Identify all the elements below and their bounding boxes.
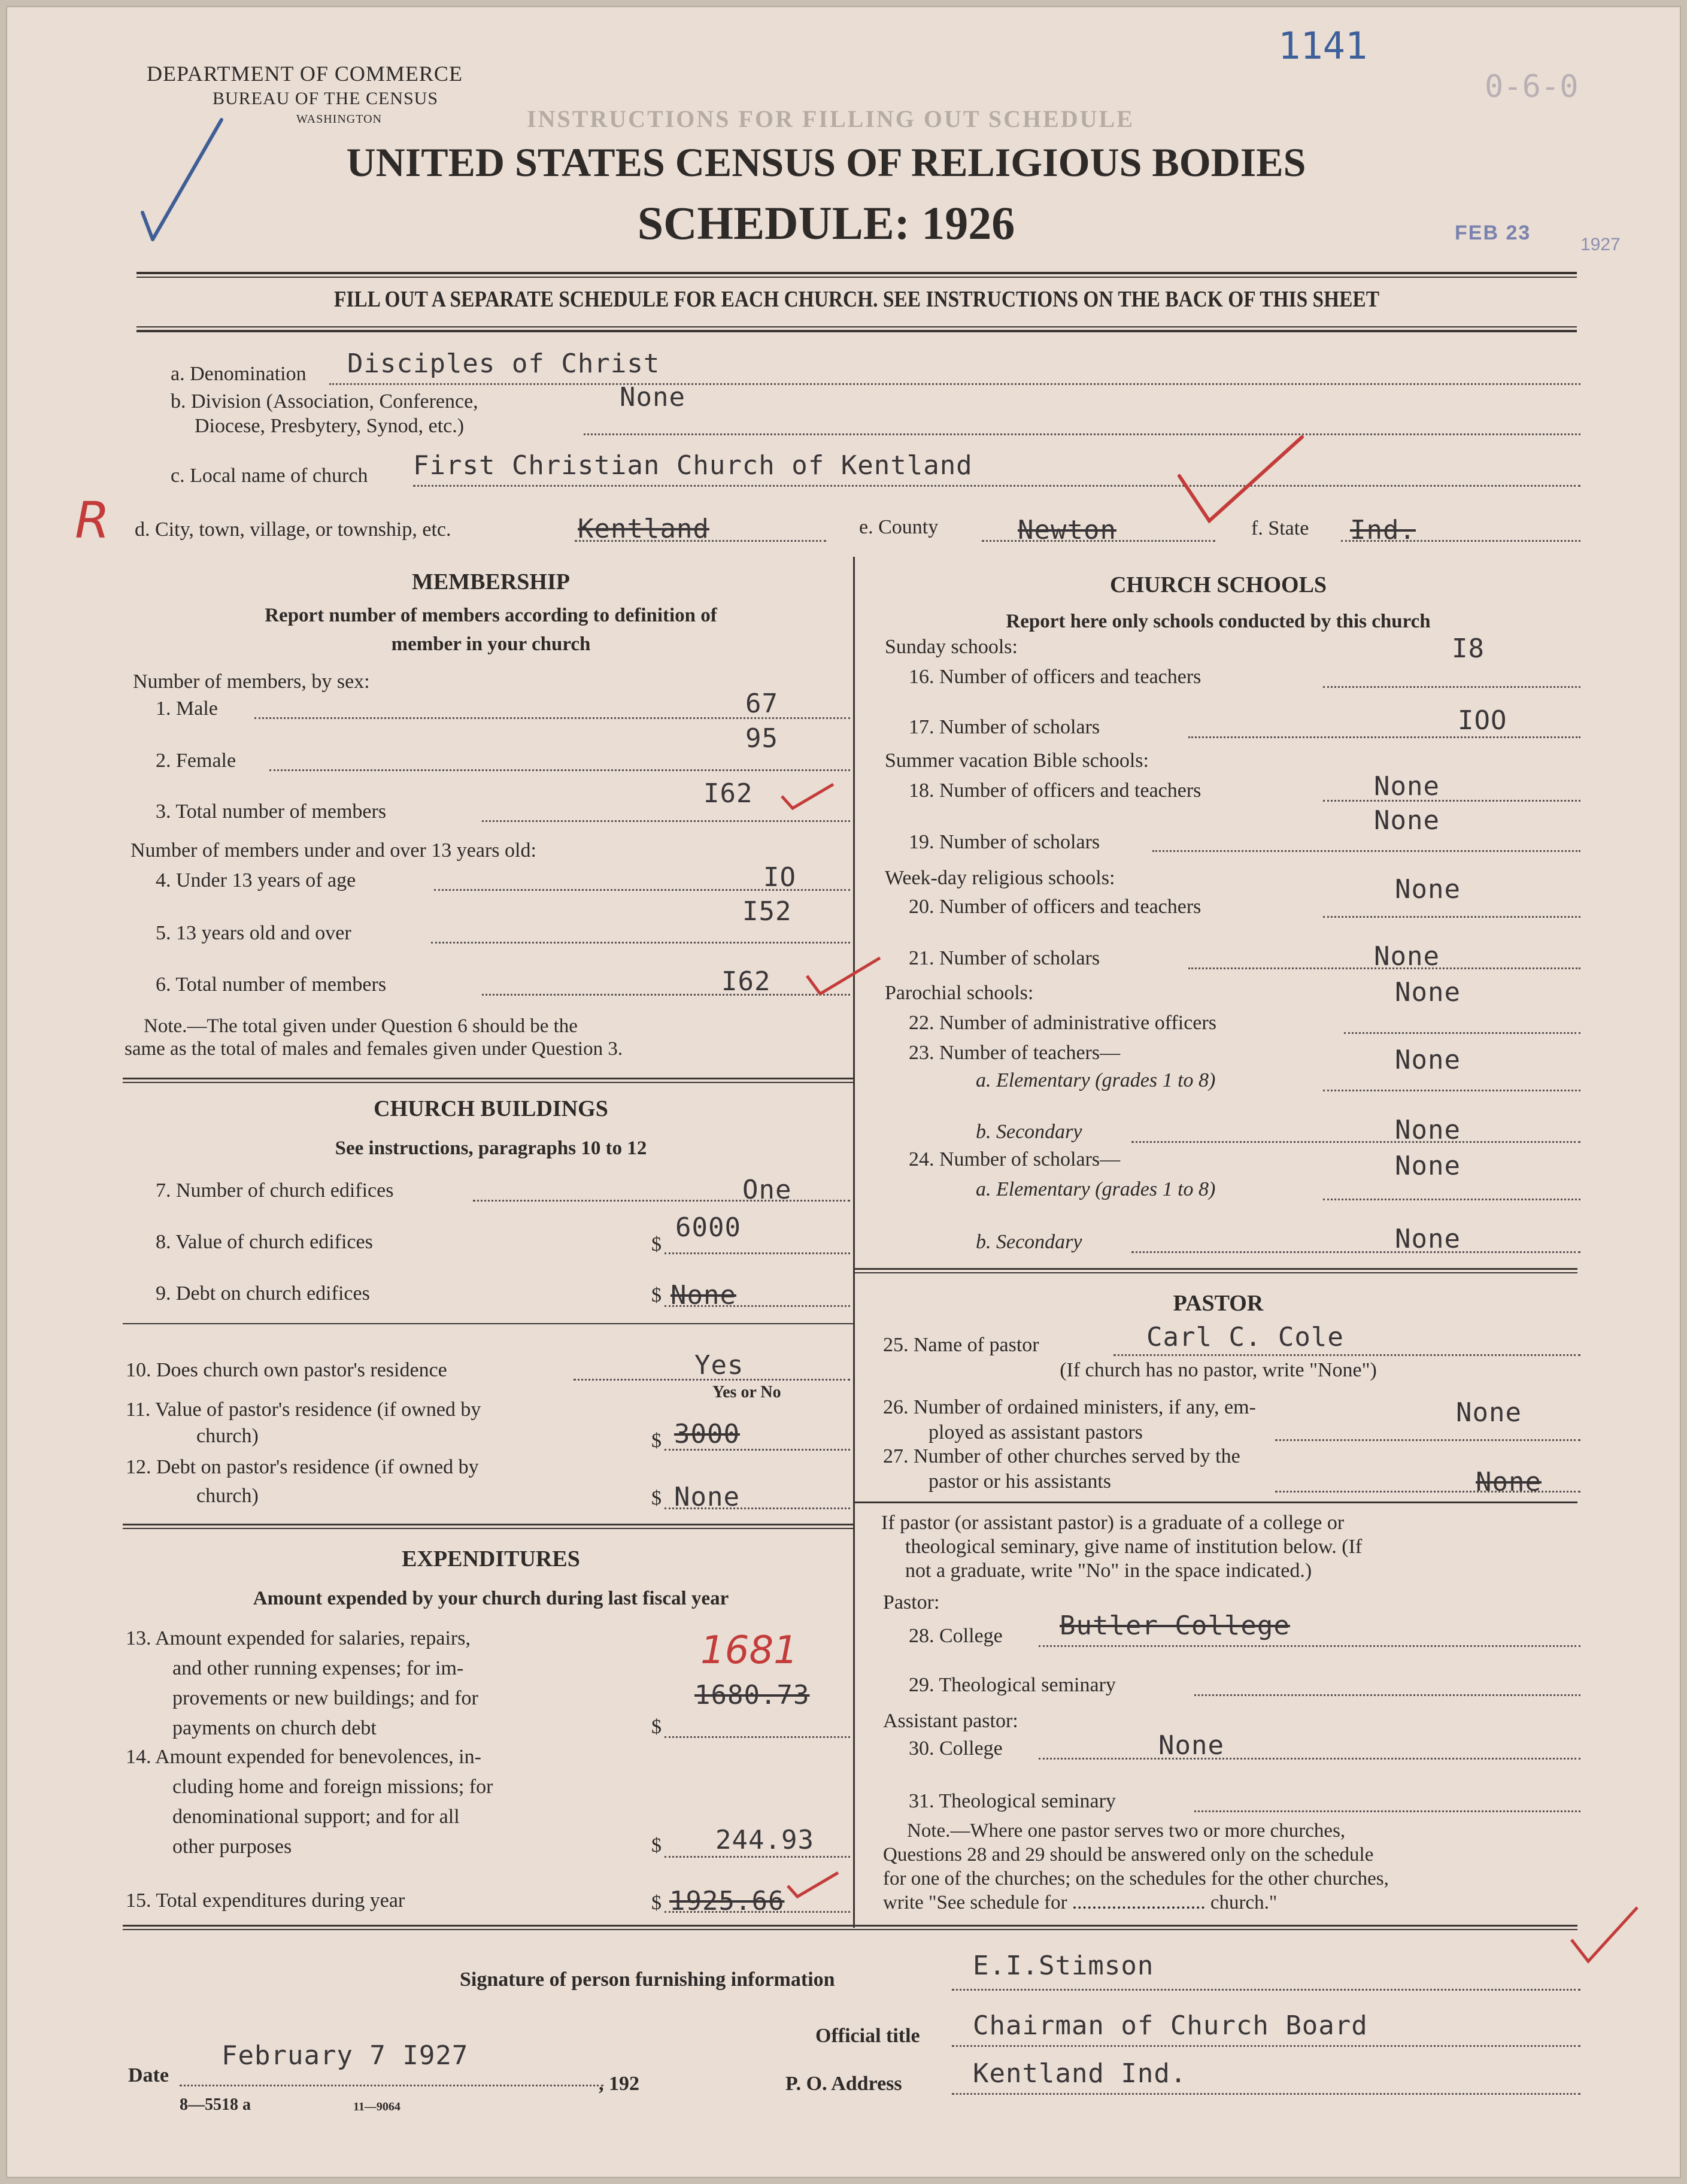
header-rule-top: [136, 272, 1577, 274]
q28-line: [1039, 1645, 1580, 1647]
q13-line-2: and other running expenses; for im-: [172, 1657, 464, 1679]
q3-check-mark-icon: [778, 779, 838, 815]
buildings-title: CHURCH BUILDINGS: [374, 1096, 608, 1121]
q7-value: One: [742, 1175, 792, 1205]
q14-line: [665, 1856, 850, 1858]
q30-value: None: [1158, 1730, 1224, 1761]
print-number: 11—9064: [353, 2100, 400, 2113]
q14-line-4: other purposes: [172, 1836, 292, 1858]
q24-label: 24. Number of scholars—: [909, 1148, 1121, 1170]
q20-value: None: [1395, 874, 1461, 905]
signature-line: [952, 1989, 1580, 1991]
q5-label: 5. 13 years old and over: [156, 922, 351, 944]
schools-rule-thin: [855, 1272, 1577, 1273]
q24b-label: b. Secondary: [976, 1231, 1082, 1253]
q2-line: [269, 769, 850, 771]
received-date-stamp-year: 1927: [1580, 235, 1621, 254]
membership-title: MEMBERSHIP: [412, 569, 570, 594]
q12-label: 12. Debt on pastor's residence (if owned by: [126, 1456, 479, 1478]
q14-label: [126, 1742, 493, 1862]
signature-check-mark-icon: [1565, 1904, 1643, 1970]
q3-value: I62: [703, 778, 753, 809]
q25-line: [1113, 1354, 1580, 1356]
q30-line: [1039, 1758, 1580, 1760]
q23a-label: a. Elementary (grades 1 to 8): [976, 1069, 1216, 1091]
q16-label: 16. Number of officers and teachers: [909, 666, 1201, 688]
q2-value: 95: [745, 723, 778, 754]
q12-dollar: $: [651, 1487, 662, 1509]
sunday-schools-label: Sunday schools:: [885, 636, 1018, 658]
form-number: 8—5518 a: [180, 2095, 251, 2114]
q13-line-1: 13. Amount expended for salaries, repairs,: [126, 1627, 471, 1649]
q29-label: 29. Theological seminary: [909, 1674, 1116, 1696]
graduate-instructions: [881, 1511, 1362, 1583]
form-title: UNITED STATES CENSUS OF RELIGIOUS BODIES: [346, 139, 1306, 185]
q8-value: 6000: [675, 1212, 741, 1243]
pastor-subhead: Pastor:: [883, 1591, 940, 1613]
q15-dollar: $: [651, 1892, 662, 1914]
q16-value: I8: [1452, 633, 1485, 664]
q7-line: [473, 1200, 850, 1202]
church-name-label: c. Local name of church: [171, 465, 368, 487]
q23-label: 23. Number of teachers—: [909, 1042, 1121, 1064]
q9-value: None: [670, 1280, 736, 1311]
q3-line: [482, 820, 850, 822]
q8-dollar: $: [651, 1233, 662, 1255]
q24b-line: [1131, 1251, 1580, 1253]
q26-line: [1275, 1439, 1580, 1441]
pastor-note-line-4: write "See schedule for ........................... church.": [883, 1892, 1278, 1913]
q11-label-2: church): [196, 1425, 259, 1447]
schools-intro: Report here only schools conducted by this church: [1006, 611, 1431, 632]
summer-schools-label: Summer vacation Bible schools:: [885, 750, 1149, 772]
q6-value: I62: [721, 966, 771, 997]
q5-line: [431, 942, 850, 944]
q20-line: [1323, 916, 1580, 918]
q22-value: None: [1395, 977, 1461, 1008]
state-label: f. State: [1251, 517, 1309, 539]
q19-label: 19. Number of scholars: [909, 831, 1100, 853]
q24a-value: None: [1395, 1151, 1461, 1181]
department-name: DEPARTMENT OF COMMERCE: [147, 62, 463, 86]
date-line: [180, 2085, 603, 2086]
q23b-value: None: [1395, 1115, 1461, 1145]
q28-value: Butler College: [1060, 1610, 1290, 1641]
official-title-label: Official title: [815, 2025, 920, 2047]
serial-number: 1141: [1278, 24, 1368, 68]
q27-line-1: 27. Number of other churches served by the: [883, 1445, 1240, 1467]
bleed-through-text: INSTRUCTIONS FOR FILLING OUT SCHEDULE: [527, 105, 1134, 132]
q14-line-2: cluding home and foreign missions; for: [172, 1776, 493, 1798]
division-value: None: [620, 382, 685, 412]
q13-value: 1680.73: [694, 1680, 810, 1710]
q22-line: [1344, 1032, 1580, 1034]
q15-value: 1925.66: [669, 1886, 785, 1916]
pastor-note-line-3: for one of the churches; on the schedules for the other churches,: [883, 1868, 1389, 1889]
check-mark-icon: [138, 108, 245, 251]
q31-line: [1194, 1810, 1580, 1812]
denomination-value: Disciples of Christ: [347, 348, 660, 379]
q13-line: [665, 1736, 850, 1738]
q6-line: [482, 994, 850, 996]
weekday-schools-label: Week-day religious schools:: [885, 867, 1115, 889]
received-date-stamp: FEB 23: [1455, 222, 1531, 244]
q25-value: Carl C. Cole: [1146, 1322, 1344, 1352]
buildings-rule-bottom-thin: [123, 1528, 854, 1529]
q13-label: [126, 1624, 478, 1743]
q28-label: 28. College: [909, 1625, 1003, 1647]
q23a-line: [1323, 1090, 1580, 1091]
q26-line-1: 26. Number of ordained ministers, if any, em-: [883, 1396, 1256, 1418]
column-divider: [853, 557, 855, 1928]
membership-intro: Report number of members according to definition of: [265, 605, 717, 626]
membership-rule-thin: [123, 1082, 854, 1083]
q16-line: [1323, 686, 1580, 688]
signature-label: Signature of person furnishing information: [460, 1968, 835, 1991]
q18-label: 18. Number of officers and teachers: [909, 779, 1201, 802]
q14-value: 244.93: [715, 1825, 814, 1855]
q17-label: 17. Number of scholars: [909, 716, 1100, 738]
division-label-2: Diocese, Presbytery, Synod, etc.): [195, 415, 465, 437]
bureau-city: WASHINGTON: [296, 113, 382, 126]
expenditures-intro: Amount expended by your church during last fiscal year: [253, 1588, 729, 1609]
q8-label: 8. Value of church edifices: [156, 1231, 373, 1253]
membership-intro-2: member in your church: [391, 633, 591, 655]
q18-value: None: [1374, 771, 1440, 802]
q15-check-mark-icon: [784, 1868, 844, 1904]
schools-rule: [855, 1268, 1577, 1270]
q13-line-3: provements or new buildings; and for: [172, 1687, 478, 1709]
po-address-line: [952, 2093, 1580, 2095]
q26-line-2: ployed as assistant pastors: [929, 1421, 1143, 1443]
q27-label: [883, 1444, 1240, 1494]
q4-value: IO: [763, 862, 796, 893]
form-code: 0-6-0: [1485, 69, 1579, 105]
q30-label: 30. College: [909, 1737, 1003, 1760]
q24a-line: [1323, 1199, 1580, 1200]
q27-line-2: pastor or his assistants: [929, 1470, 1112, 1493]
q11-value: 3000: [674, 1419, 740, 1449]
q14-line-3: denominational support; and for all: [172, 1806, 460, 1828]
q3-label: 3. Total number of members: [156, 800, 387, 823]
q2-label: 2. Female: [156, 750, 236, 772]
graduate-line-2: theological seminary, give name of institution below. (If: [905, 1536, 1363, 1558]
q31-label: 31. Theological seminary: [909, 1790, 1116, 1812]
header-rule-bottom-thin: [136, 326, 1577, 327]
q26-label: [883, 1395, 1256, 1445]
q23a-value: None: [1395, 1045, 1461, 1075]
q18-line: [1323, 800, 1580, 802]
city-label: d. City, town, village, or township, etc.: [135, 518, 451, 541]
signature-value: E.I.Stimson: [973, 1951, 1154, 1981]
division-line: [584, 433, 1580, 435]
official-title-value: Chairman of Church Board: [973, 2010, 1368, 2041]
membership-note-2: same as the total of males and females given under Question 3.: [125, 1038, 623, 1060]
graduate-line-1: If pastor (or assistant pastor) is a graduate of a college or: [881, 1512, 1345, 1534]
q25-label: 25. Name of pastor: [883, 1334, 1039, 1356]
q7-label: 7. Number of church edifices: [156, 1179, 394, 1202]
q11-dollar: $: [651, 1430, 662, 1452]
pastor-note: [883, 1819, 1389, 1915]
q15-label: 15. Total expenditures during year: [126, 1889, 405, 1912]
bottom-rule: [123, 1925, 1577, 1927]
pastor-title: PASTOR: [1173, 1291, 1264, 1316]
q6-label: 6. Total number of members: [156, 973, 387, 996]
q19-line: [1152, 850, 1580, 852]
denomination-line: [329, 383, 1580, 385]
buildings-rule-bottom: [123, 1524, 854, 1525]
q17-line: [1188, 736, 1580, 738]
buildings-rule: [123, 1323, 854, 1324]
q13-dollar: $: [651, 1716, 662, 1738]
q10-hint: Yes or No: [712, 1383, 781, 1402]
q24b-value: None: [1395, 1224, 1461, 1254]
date-year-suffix: , 192: [599, 2073, 639, 2095]
q17-value: IOO: [1458, 705, 1507, 736]
q1-value: 67: [745, 688, 778, 719]
q14-line-1: 14. Amount expended for benevolences, in-: [126, 1746, 481, 1768]
members-by-sex-label: Number of members, by sex:: [133, 671, 370, 693]
q29-line: [1194, 1694, 1580, 1696]
q27-value: None: [1476, 1467, 1542, 1497]
q9-dollar: $: [651, 1284, 662, 1306]
instruction-banner: FILL OUT A SEPARATE SCHEDULE FOR EACH CHURCH. SEE INSTRUCTIONS ON THE BACK OF THIS SHEET: [333, 287, 1380, 312]
bottom-rule-thin: [123, 1929, 1577, 1930]
members-by-age-label: Number of members under and over 13 years old:: [131, 839, 536, 862]
header-rule-bottom: [136, 330, 1577, 332]
q13-correction: 1681: [700, 1628, 798, 1673]
pastor-rule: [855, 1502, 1577, 1503]
county-label: e. County: [859, 516, 939, 538]
q21-value: None: [1374, 941, 1440, 972]
date-label: Date: [128, 2064, 169, 2086]
q21-label: 21. Number of scholars: [909, 947, 1100, 969]
membership-note: Note.—The total given under Question 6 should be the: [144, 1015, 578, 1037]
city-value: Kentland: [578, 514, 709, 544]
graduate-line-3: not a graduate, write "No" in the space indicated.): [905, 1560, 1312, 1582]
q14-dollar: $: [651, 1834, 662, 1857]
header-rule-top-thin: [136, 277, 1577, 278]
church-name-value: First Christian Church of Kentland: [413, 450, 973, 481]
q9-label: 9. Debt on church edifices: [156, 1282, 370, 1305]
q12-label-2: church): [196, 1485, 259, 1507]
membership-rule: [123, 1078, 854, 1079]
assistant-pastor-subhead: Assistant pastor:: [883, 1710, 1018, 1732]
church-name-line: [413, 485, 1580, 487]
bureau-name: BUREAU OF THE CENSUS: [213, 89, 438, 108]
parochial-schools-label: Parochial schools:: [885, 982, 1034, 1004]
schools-title: CHURCH SCHOOLS: [1109, 572, 1327, 597]
review-mark-r: R: [75, 491, 110, 550]
q5-value: I52: [742, 896, 792, 927]
buildings-intro: See instructions, paragraphs 10 to 12: [335, 1138, 647, 1159]
q22-label: 22. Number of administrative officers: [909, 1012, 1216, 1034]
q25-hint: (If church has no pastor, write "None"): [1060, 1359, 1377, 1381]
pastor-note-line-2: Questions 28 and 29 should be answered only on the schedule: [883, 1844, 1374, 1866]
q19-value: None: [1374, 805, 1440, 836]
q8-line: [665, 1252, 850, 1254]
denomination-label: a. Denomination: [171, 363, 307, 385]
county-value: Newton: [1018, 515, 1116, 545]
q1-label: 1. Male: [156, 697, 218, 720]
q10-value: Yes: [694, 1350, 744, 1381]
official-title-line: [952, 2045, 1580, 2047]
q20-label: 20. Number of officers and teachers: [909, 896, 1201, 918]
pastor-note-line-1: Note.—Where one pastor serves two or more churches,: [907, 1820, 1346, 1842]
state-value: Ind.: [1350, 515, 1416, 545]
form-subtitle: SCHEDULE: 1926: [637, 197, 1015, 249]
q6-check-mark-icon: [802, 952, 886, 1006]
q24a-label: a. Elementary (grades 1 to 8): [976, 1178, 1216, 1200]
q11-label: 11. Value of pastor's residence (if owned by: [126, 1399, 481, 1421]
q4-label: 4. Under 13 years of age: [156, 869, 356, 891]
q26-value: None: [1456, 1397, 1522, 1428]
date-value: February 7 I927: [222, 2040, 469, 2071]
q12-value: None: [674, 1482, 740, 1512]
po-address-label: P. O. Address: [785, 2073, 902, 2095]
expenditures-title: EXPENDITURES: [402, 1546, 580, 1572]
division-label: b. Division (Association, Conference,: [171, 390, 478, 412]
po-address-value: Kentland Ind.: [973, 2058, 1187, 2089]
q23b-line: [1131, 1141, 1580, 1143]
q23b-label: b. Secondary: [976, 1121, 1082, 1143]
q10-label: 10. Does church own pastor's residence: [126, 1359, 447, 1381]
q13-line-4: payments on church debt: [172, 1717, 377, 1739]
